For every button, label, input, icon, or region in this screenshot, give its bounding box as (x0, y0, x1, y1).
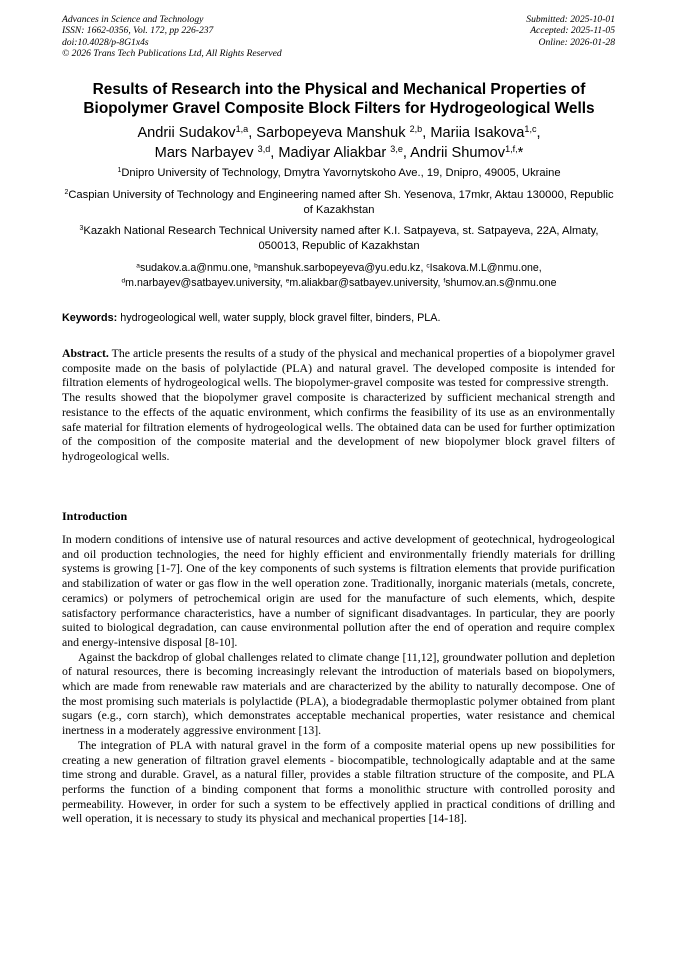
abstract-paragraph: The results showed that the biopolymer gravel composite is characterized by sufficient mechanical strength and resistance to the effects of the aquatic environment, which confirms the feasibility of its use as an environmentally safe material for filtration elements of hydrogeological wells. The obtained data can be used for further optimization of the composition of the composite material and the development of new biopolymer block gravel filters of hydrogeological wells. (62, 390, 615, 463)
author: Mars Narbayev $^{3,d}$, (154, 144, 279, 161)
email-link[interactable]: $^a$sudakov.a.a@nmu.one, (136, 262, 255, 274)
paragraph: The integration of PLA with natural gravel in the form of a composite material opens up new possibilities for creating a new generation of filtration gravel elements - biocompatible, technologically adaptable and at the same time strong and durable. Gravel, as a natural filler, provides a stable filtration structure of the composite, and PLA performs the function of a binding component that forms a monolithic structure with controlled porosity and permeability. However, in order for such a system to be effectively applied in practical conditions of drilling and well operation, it is necessary to study its physical and mechanical properties [14-18]. (62, 737, 615, 826)
author-list (40, 123, 638, 163)
dates-header (526, 14, 615, 48)
author: Madiyar Aliakbar $^{3,e}$, (278, 144, 411, 161)
author: Andrii Shumov$^{1,f,}$* (410, 144, 524, 161)
online-date: Online: 2026-01-28 (538, 36, 615, 48)
keywords (62, 311, 622, 325)
author: Andrii Sudakov$^{1,a}$, (137, 124, 257, 141)
keywords-text: hydrogeological well, water supply, block gravel filter, binders, PLA. (117, 312, 441, 324)
paragraph: In modern conditions of intensive use of natural resources and active development of geotechnical, hydrogeological and oil production technologies, the need for highly efficient and environmentally friendly materials for drilling systems is growing [1-7]. One of the key components of such systems is filtration elements that provide purification and stabilization of water or gas flow in the well operation zone. Traditionally, inorganic materials (metals, concrete, ceramics) or polymers of petrochemical origin are used for the manufacture of such elements, which, despite satisfactory performance characteristics, have a number of significant disadvantages. In particular, they are poorly suited to biological degradation, can cause environmental pollution after the end of operation and require complex and energy-intensive disposal [8-10]. (62, 532, 615, 649)
journal-name: Advances in Science and Technology (62, 14, 204, 25)
abstract-paragraph: Abstract. The article presents the results of a study of the physical and mechanical properties of a biopolymer gravel composite made on the basis of polylactide (PLA) and natural gravel. The developed composite is intended for filtration elements of hydrogeological wells. The biopolymer-gravel composite was tested for compressive strength. (62, 346, 615, 390)
email-link[interactable]: $^f$shumov.an.s@nmu.one (443, 277, 557, 289)
title-line: Biopolymer Gravel Composite Block Filters for Hydrogeological Wells (83, 100, 595, 117)
keywords-label: Keywords: (62, 312, 118, 324)
abstract (62, 346, 615, 464)
email-link[interactable]: $^e$m.aliakbar@satbayev.university, (285, 277, 444, 289)
accepted-date: Accepted: 2025-11-05 (530, 25, 615, 37)
author: Sarbopeyeva Manshuk $^{2,b}$, (256, 124, 431, 141)
title-line: Results of Research into the Physical and Mechanical Properties of (92, 81, 586, 98)
doi-line: doi:10.4028/p-8G1x4s (62, 36, 149, 48)
affiliation: $^3$Kazakh National Research Technical University named after K.I. Satpayeva, st. Satpayeva, 22A, Almaty, 050013, Republic of Kazakhstan (79, 225, 599, 252)
copyright-line: © 2026 Trans Tech Publications Ltd, All Rights Reserved (62, 47, 282, 59)
paragraph: Against the backdrop of global challenges related to climate change [11,12], groundwater pollution and depletion of natural resources, there is becoming increasingly relevant the introduction of materials based on biopolymers, which are made from renewable raw materials and are characterized by the ability to naturally decompose. One of the most promising such materials is polylactide (PLA), a biodegradable thermoplastic polymer obtained from plant sugars (e.g., corn starch), which demonstrates acceptable mechanical properties, water resistance and chemical inertness in a moderately aggressive environment [13]. (62, 649, 615, 738)
paper-title (40, 80, 638, 118)
affiliation: $^1$Dnipro University of Technology, Dmytra Yavornytskoho Ave., 19, Dnipro, 49005, Ukraine (117, 167, 561, 179)
email-link[interactable]: $^c$Isakova.M.L@nmu.one, (426, 262, 542, 274)
author: Mariia Isakova$^{1,c}$, (430, 124, 541, 141)
journal-header (62, 14, 282, 59)
abstract-label: Abstract. (62, 346, 109, 360)
email-link[interactable]: $^b$manshuk.sarbopeyeva@yu.edu.kz, (254, 262, 427, 274)
issn-line: ISSN: 1662-0356, Vol. 172, pp 226-237 (62, 25, 214, 37)
email-list (50, 261, 628, 291)
introduction-body (62, 532, 615, 826)
submitted-date: Submitted: 2025-10-01 (526, 14, 615, 25)
affiliation: $^2$Caspian University of Technology and Engineering named after Sh. Yesenova, 17mkr, Aktau 130000, Republic of Kazakhstan (64, 189, 614, 216)
email-link[interactable]: $^d$m.narbayev@satbayev.university, (121, 277, 286, 289)
section-heading: Introduction (62, 509, 128, 523)
